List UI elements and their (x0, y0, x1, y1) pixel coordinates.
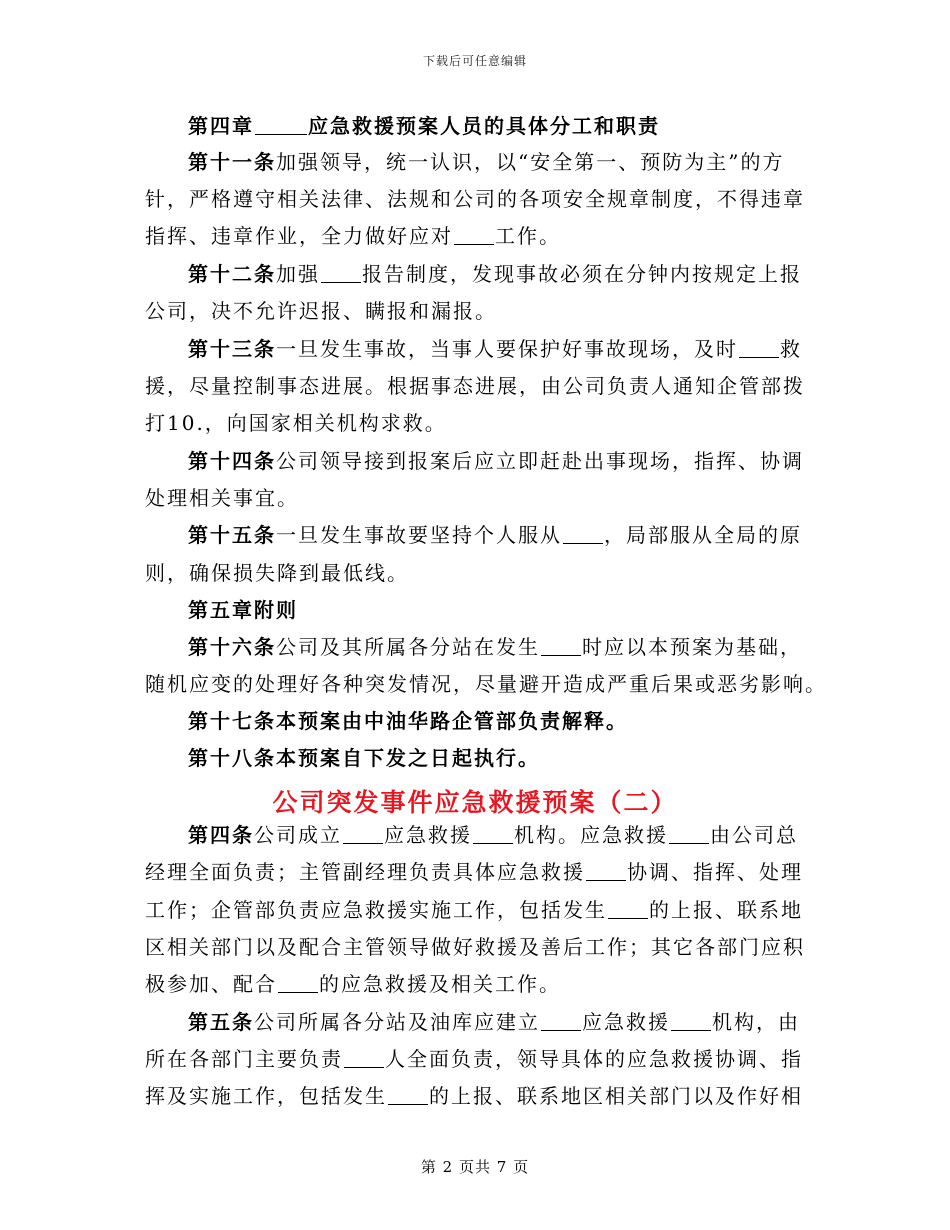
article-5-line-3: 挥及实施工作，包括发生 的上报、联系地区相关部门以及作好相 (145, 1084, 803, 1108)
article-16-line-2: 随机应变的处理好各种突发情况，尽量避开造成严重后果或恶劣影响。 (145, 672, 827, 696)
article-5-line-2: 所在各部门主要负责 人全面负责，领导具体的应急救援协调、指 (145, 1047, 803, 1071)
article-13-line-2: 援，尽量控制事态进展。根据事态进展，由公司负责人通知企管部拨 (145, 374, 805, 398)
article-11-line-2: 针，严格遵守相关法律、法规和公司的各项安全规章制度，不得违章 (145, 187, 805, 211)
article-14-line-1: 第十四条公司领导接到报案后应立即赶赴出事现场，指挥、协调 (188, 449, 804, 473)
article-15-line-2: 则，确保损失降到最低线。 (145, 561, 409, 585)
article-13-line-3: 打10.，向国家相关机构求救。 (145, 411, 447, 435)
article-5-line-1: 第五条公司所属各分站及油库应建立 应急救援 机构，由 (188, 1010, 800, 1034)
article-4-line-3: 工作；企管部负责应急救援实施工作，包括发生 的上报、联系地 (145, 898, 803, 922)
article-4-line-1: 第四条公司成立 应急救援 机构。应急救援 由公司总 (188, 823, 798, 847)
article-18: 第十八条本预案自下发之日起执行。 (188, 746, 540, 770)
chapter-5-heading: 第五章附则 (188, 598, 298, 622)
page-header: 下载后可任意编辑 (422, 54, 527, 68)
page-footer: 第 2 页共 7 页 (420, 1158, 530, 1176)
section-title: 公司突发事件应急救援预案（二） (272, 788, 678, 817)
article-4-line-5: 极参加、配合 的应急救援及相关工作。 (145, 972, 561, 996)
chapter-4-heading: 第四章 应急救援预案人员的具体分工和职责 (188, 114, 660, 138)
article-16-line-1: 第十六条公司及其所属各分站在发生 时应以本预案为基础， (188, 635, 802, 659)
article-4-line-2: 经理全面负责；主管副经理负责具体应急救援 协调、指挥、处理 (145, 860, 803, 884)
article-11-line-1: 第十一条加强领导，统一认识，以“安全第一、预防为主”的方 (188, 150, 785, 174)
article-13-line-1: 第十三条一旦发生事故，当事人要保护好事故现场，及时 救 (188, 337, 802, 361)
article-15-line-1: 第十五条一旦发生事故要坚持个人服从 ，局部服从全局的原 (188, 523, 802, 547)
article-14-line-2: 处理相关事宜。 (145, 486, 299, 510)
article-4-line-4: 区相关部门以及配合主管领导做好救援及善后工作；其它各部门应积 (145, 935, 805, 959)
article-11-line-3: 指挥、违章作业，全力做好应对 工作。 (145, 224, 561, 248)
article-12-line-1: 第十二条加强 报告制度，发现事故必须在分钟内按规定上报 (188, 262, 802, 286)
article-12-line-2: 公司，决不允许迟报、瞒报和漏报。 (145, 299, 497, 323)
article-17: 第十七条本预案由中油华路企管部负责解释。 (188, 709, 628, 733)
